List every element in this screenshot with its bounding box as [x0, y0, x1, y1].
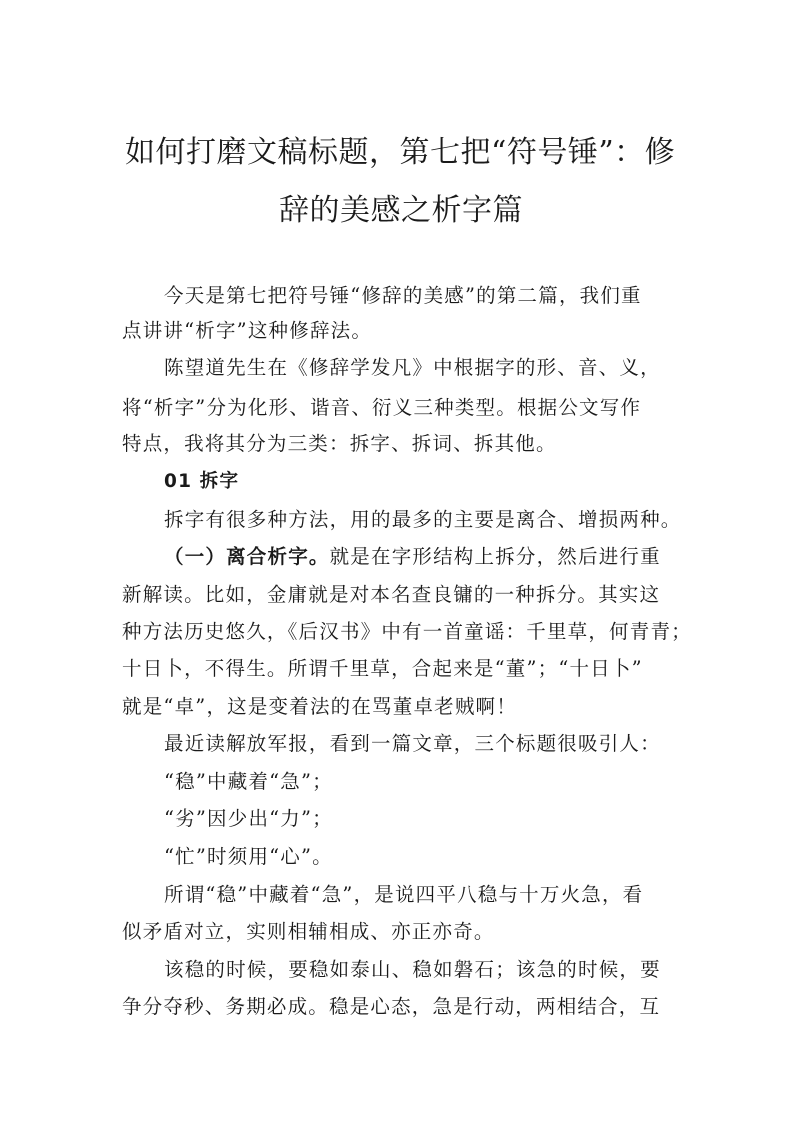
paragraph-line-11: 十日卜，不得生。所谓千里草，合起来是“董”；“十日卜”: [122, 657, 643, 680]
paragraph-line-1: 今天是第七把符号锤“修辞的美感”的第二篇，我们重: [164, 284, 642, 307]
paragraph-line-4: 将“析字”分为化形、谐音、衍义三种类型。根据公文写作: [122, 396, 642, 419]
paragraph-line-2: 点讲讲“析字”这种修辞法。: [122, 319, 373, 342]
quote-line-3: “忙”时须用“心”。: [164, 845, 333, 868]
subsection-text: 就是在字形结构上拆分，然后进行重: [329, 545, 661, 568]
paragraph-line-7: 拆字有很多种方法，用的最多的主要是离合、增损两种。: [164, 508, 682, 531]
paragraph-line-5: 特点，我将其分为三类：拆字、拆词、拆其他。: [122, 432, 557, 455]
paragraph-line-9: 新解读。比如，金庸就是对本名查良镛的一种拆分。其实这: [122, 583, 661, 606]
paragraph-line-12: 就是“卓”，这是变着法的在骂董卓老贼啊！: [122, 695, 517, 718]
quote-line-1: “稳”中藏着“急”；: [164, 770, 333, 793]
paragraph-line-10: 种方法历史悠久，《后汉书》中有一首童谣：千里草，何青青；: [122, 620, 692, 643]
paragraph-line-18: 似矛盾对立，实则相辅相成、亦正亦奇。: [122, 920, 495, 943]
paragraph-line-20: 争分夺秒、务期必成。稳是心态，急是行动，两相结合，互: [122, 995, 661, 1018]
paragraph-line-17: 所谓“稳”中藏着“急”，是说四平八稳与十万火急，看: [164, 883, 644, 906]
paragraph-line-13: 最近读解放军报，看到一篇文章，三个标题很吸引人：: [164, 732, 661, 755]
paragraph-line-8: [164, 542, 661, 572]
quote-line-2: “劣”因少出“力”；: [164, 807, 333, 830]
subsection-label: （一）离合析字。: [164, 545, 330, 568]
paragraph-line-19: 该稳的时候，要稳如泰山、稳如磐石；该急的时候，要: [164, 958, 661, 981]
document-title-line-2: 辞的美感之析字篇: [279, 193, 523, 228]
section-heading: 01 拆字: [164, 471, 240, 492]
paragraph-line-3: 陈望道先生在《修辞学发凡》中根据字的形、音、义，: [164, 356, 661, 379]
document-title-line-1: 如何打磨文稿标题，第七把“符号锤”：修: [125, 135, 676, 170]
